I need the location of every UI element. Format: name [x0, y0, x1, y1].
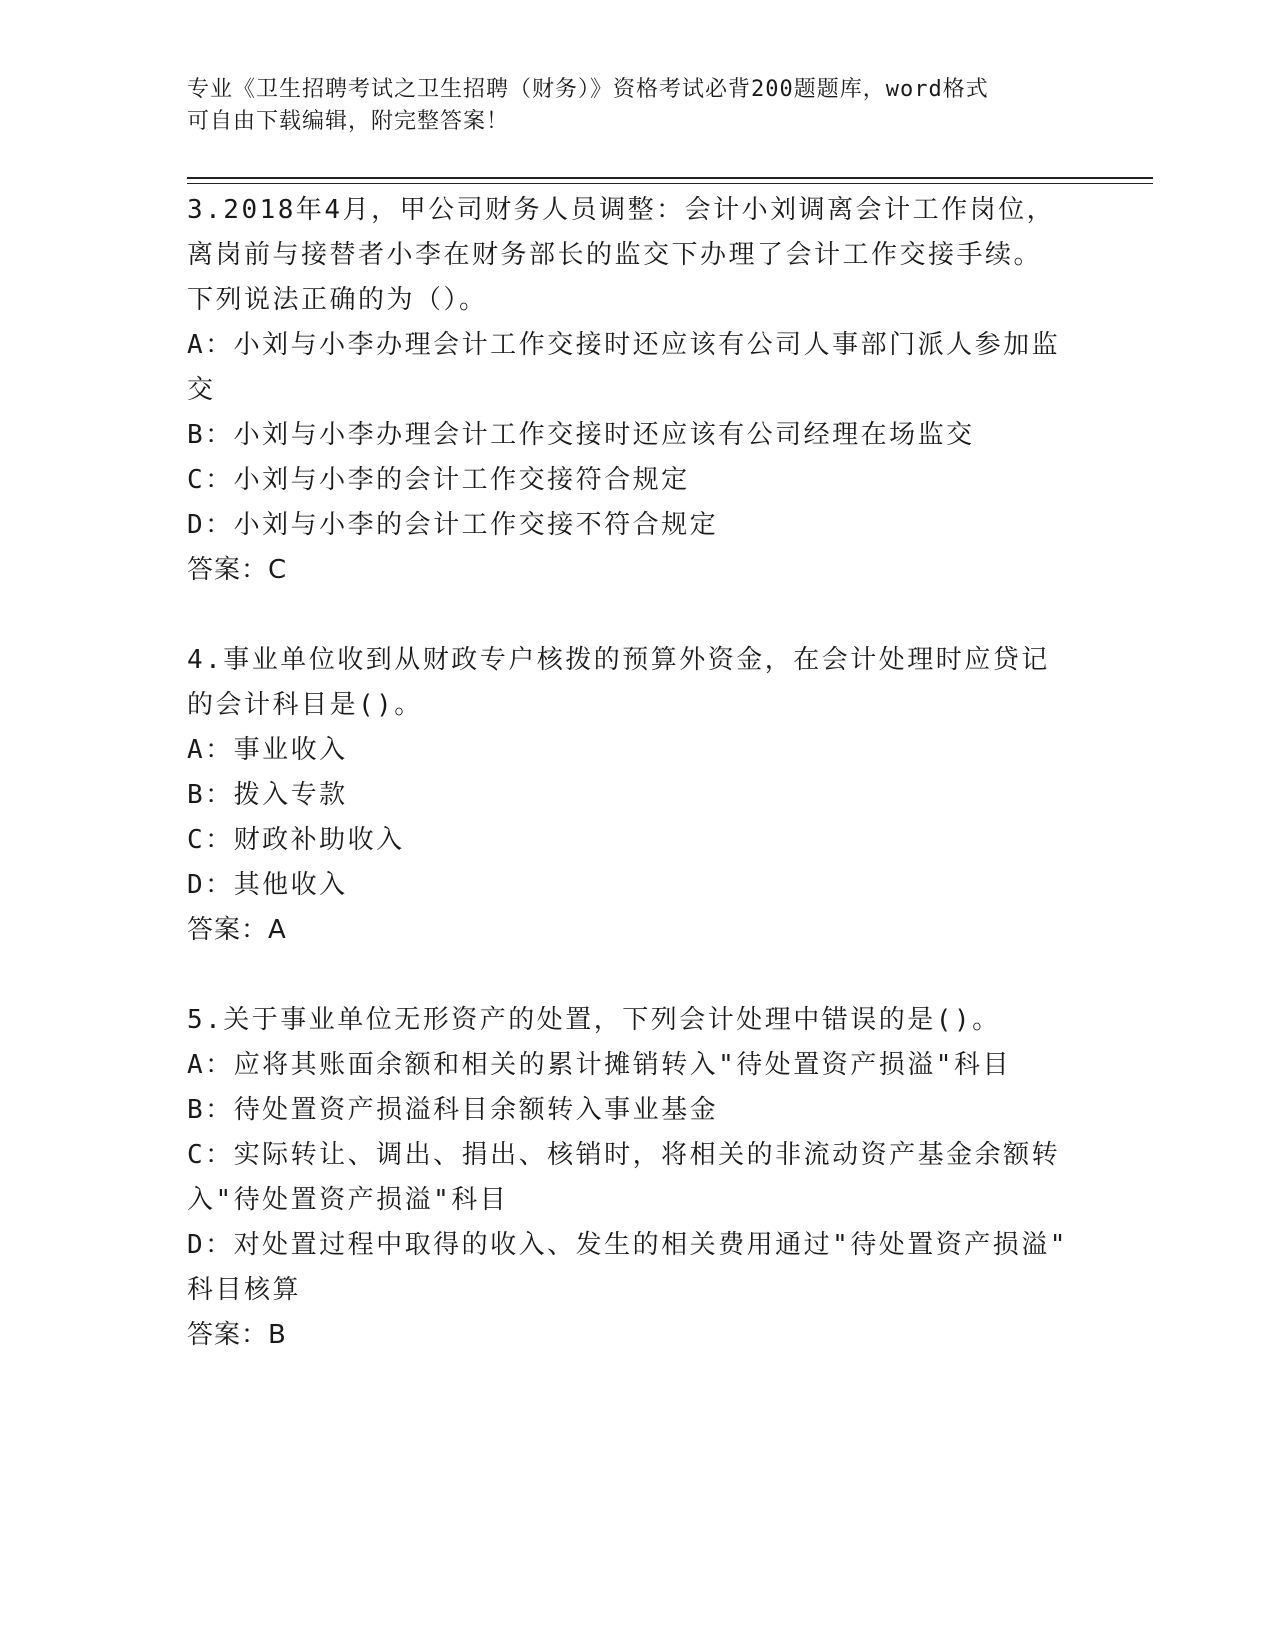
option-b: B：待处置资产损溢科目余额转入事业基金	[187, 1095, 719, 1125]
header-line-1: 专业《卫生招聘考试之卫生招聘（财务）》资格考试必背200题题库，word格式	[187, 77, 989, 102]
option-c-continued: 入"待处置资产损溢"科目	[187, 1185, 509, 1215]
option-d: D：对处置过程中取得的收入、发生的相关费用通过"待处置资产损溢"	[187, 1230, 1068, 1260]
question-3	[187, 188, 1087, 593]
option-b: B：小刘与小李办理会计工作交接时还应该有公司经理在场监交	[187, 420, 975, 450]
option-c: C：实际转让、调出、捐出、核销时，将相关的非流动资产基金余额转	[187, 1140, 1061, 1170]
option-d: D：其他收入	[187, 870, 348, 900]
question-stem: 5.关于事业单位无形资产的处置，下列会计处理中错误的是()。	[187, 1005, 1001, 1035]
option-b: B：拨入专款	[187, 780, 348, 810]
answer-line: 答案：B	[187, 1320, 287, 1350]
option-a: A：小刘与小李办理会计工作交接时还应该有公司人事部门派人参加监	[187, 330, 1061, 360]
question-4	[187, 638, 1087, 953]
question-list	[187, 188, 1087, 1403]
option-a: A：事业收入	[187, 735, 348, 765]
option-c: C：小刘与小李的会计工作交接符合规定	[187, 465, 690, 495]
header-line-2: 可自由下载编辑，附完整答案！	[187, 109, 510, 134]
option-a: A：应将其账面余额和相关的累计摊销转入"待处置资产损溢"科目	[187, 1050, 1011, 1080]
document-header	[187, 74, 1087, 138]
header-divider-thin	[187, 183, 1153, 184]
option-d-continued: 科目核算	[187, 1275, 302, 1305]
question-stem: 离岗前与接替者小李在财务部长的监交下办理了会计工作交接手续。	[187, 240, 1043, 270]
option-d: D：小刘与小李的会计工作交接不符合规定	[187, 510, 719, 540]
question-stem: 4.事业单位收到从财政专户核拨的预算外资金，在会计处理时应贷记	[187, 645, 1050, 675]
answer-line: 答案：A	[187, 915, 287, 945]
answer-line: 答案：C	[187, 555, 288, 585]
question-5	[187, 998, 1087, 1358]
option-c: C：财政补助收入	[187, 825, 405, 855]
question-stem: 的会计科目是()。	[187, 690, 423, 720]
question-stem: 下列说法正确的为（）。	[187, 285, 488, 315]
header-divider-thick	[187, 177, 1153, 179]
question-stem: 3.2018年4月，甲公司财务人员调整：会计小刘调离会计工作岗位，	[187, 195, 1056, 225]
option-a-continued: 交	[187, 375, 216, 405]
